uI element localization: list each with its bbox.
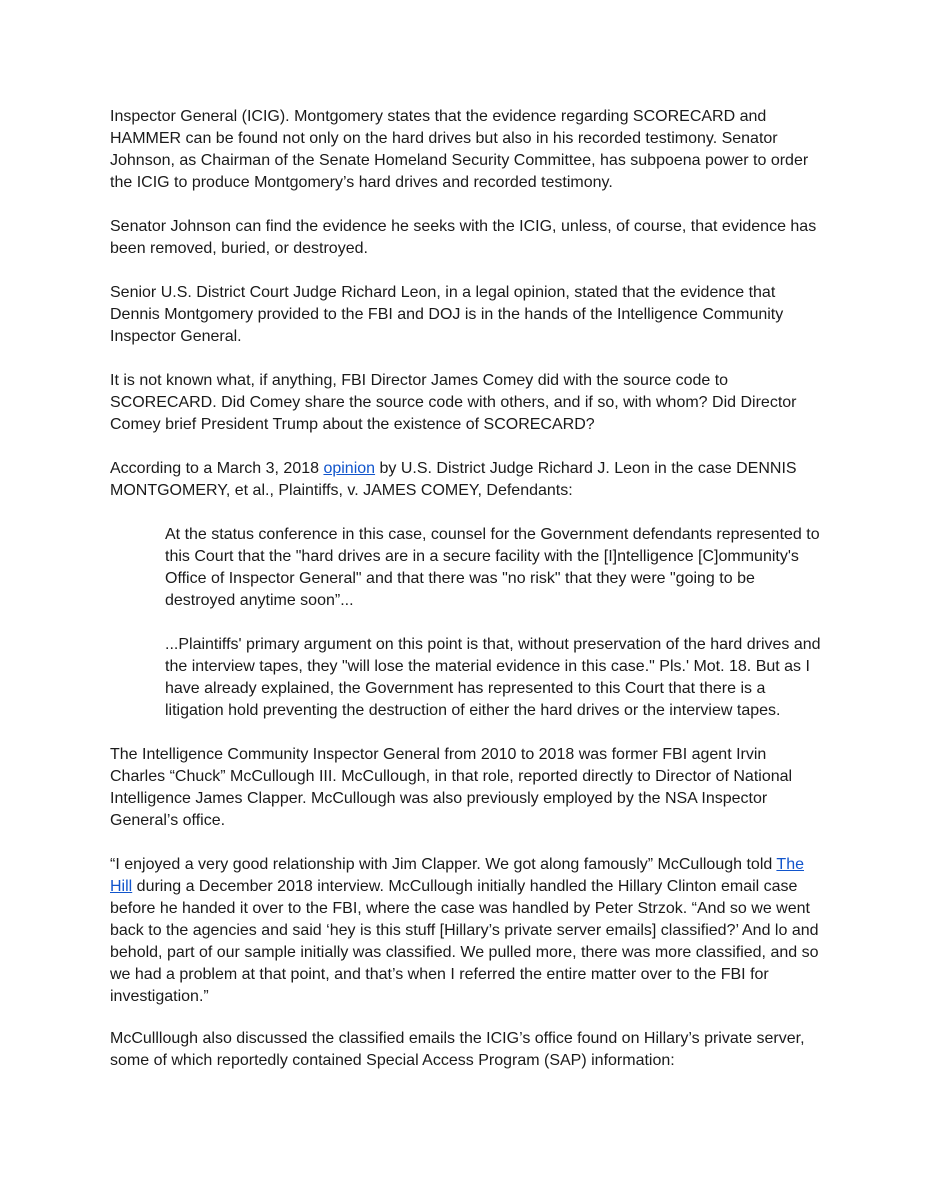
paragraph-mccullough-quote [110,854,822,1008]
paragraph-classified-emails: McCulllough also discussed the classified emails the ICIG’s office found on Hillary’s private server, some of which reportedly contained Special Access Program (SAP) information: [110,1030,805,1069]
the-hill-link[interactable]: The Hill [110,856,804,895]
block-quote-plaintiffs-argument: ...Plaintiffs' primary argument on this point is that, without preservation of the hard drives and the interview tapes, they "will lose the material evidence in this case." Pls.' Mot. 18. But as I have already explained, the Government has represented to this Court that there is a litigation hold preventing the destruction of either the hard drives or the interview tapes. [165,636,821,719]
document-body [110,106,822,1094]
opinion-link[interactable]: opinion [323,460,376,477]
opinion-intro-rest: by U.S. District Judge Richard J. Leon in the case DENNIS MONTGOMERY, et al., Plaintiffs, v. JAMES COMEY, Defendants: [110,460,797,499]
block-quote-status-conference: At the status conference in this case, counsel for the Government defendants represented to this Court that the "hard drives are in a secure facility with the [I]ntelligence [C]ommunity's Office of Inspector General" and that there was "no risk" that they were "going to be destroyed anytime soon”... [165,526,820,609]
opinion-intro-text: According to a March 3, 2018 [110,460,324,477]
paragraph-court-opinion-intro [110,458,822,502]
mccullough-quote-rest: during a December 2018 interview. McCullough initially handled the Hillary Clinton email case before he handed it over to the FBI, where the case was handled by Peter Strzok. “And so we went back to the agencies and said ‘hey is this stuff [Hillary’s private server emails] classified?’ And lo and behold, part of our sample initially was classified. We pulled more, there was more classified, and so we had a problem at that point, and that’s when I referred the entire matter over to the FBI for investigation.” [110,878,819,1005]
paragraph-icig-evidence: Inspector General (ICIG). Montgomery states that the evidence regarding SCORECARD and HAMMER can be found not only on the hard drives but also in his recorded testimony. Senator Johnson, as Chairman of the Senate Homeland Security Committee, has subpoena power to order the ICIG to produce Montgomery’s hard drives and recorded testimony. [110,108,809,191]
paragraph-mccullough-bio: The Intelligence Community Inspector General from 2010 to 2018 was former FBI agent Irvin Charles “Chuck” McCullough III. McCullough, in that role, reported directly to Director of National Intelligence James Clapper. McCullough was also previously employed by the NSA Inspector General’s office. [110,746,793,829]
paragraph-judge-leon: Senior U.S. District Court Judge Richard Leon, in a legal opinion, stated that the evidence that Dennis Montgomery provided to the FBI and DOJ is in the hands of the Intelligence Community Inspector General. [110,284,784,345]
paragraph-comey-source-code: It is not known what, if anything, FBI Director James Comey did with the source code to SCORECARD. Did Comey share the source code with others, and if so, with whom? Did Director Comey brief President Trump about the existence of SCORECARD? [110,372,797,433]
paragraph-senator-johnson: Senator Johnson can find the evidence he seeks with the ICIG, unless, of course, that evidence has been removed, buried, or destroyed. [110,218,817,257]
mccullough-quote-text: “I enjoyed a very good relationship with Jim Clapper. We got along famously” McCullough told [110,856,777,873]
